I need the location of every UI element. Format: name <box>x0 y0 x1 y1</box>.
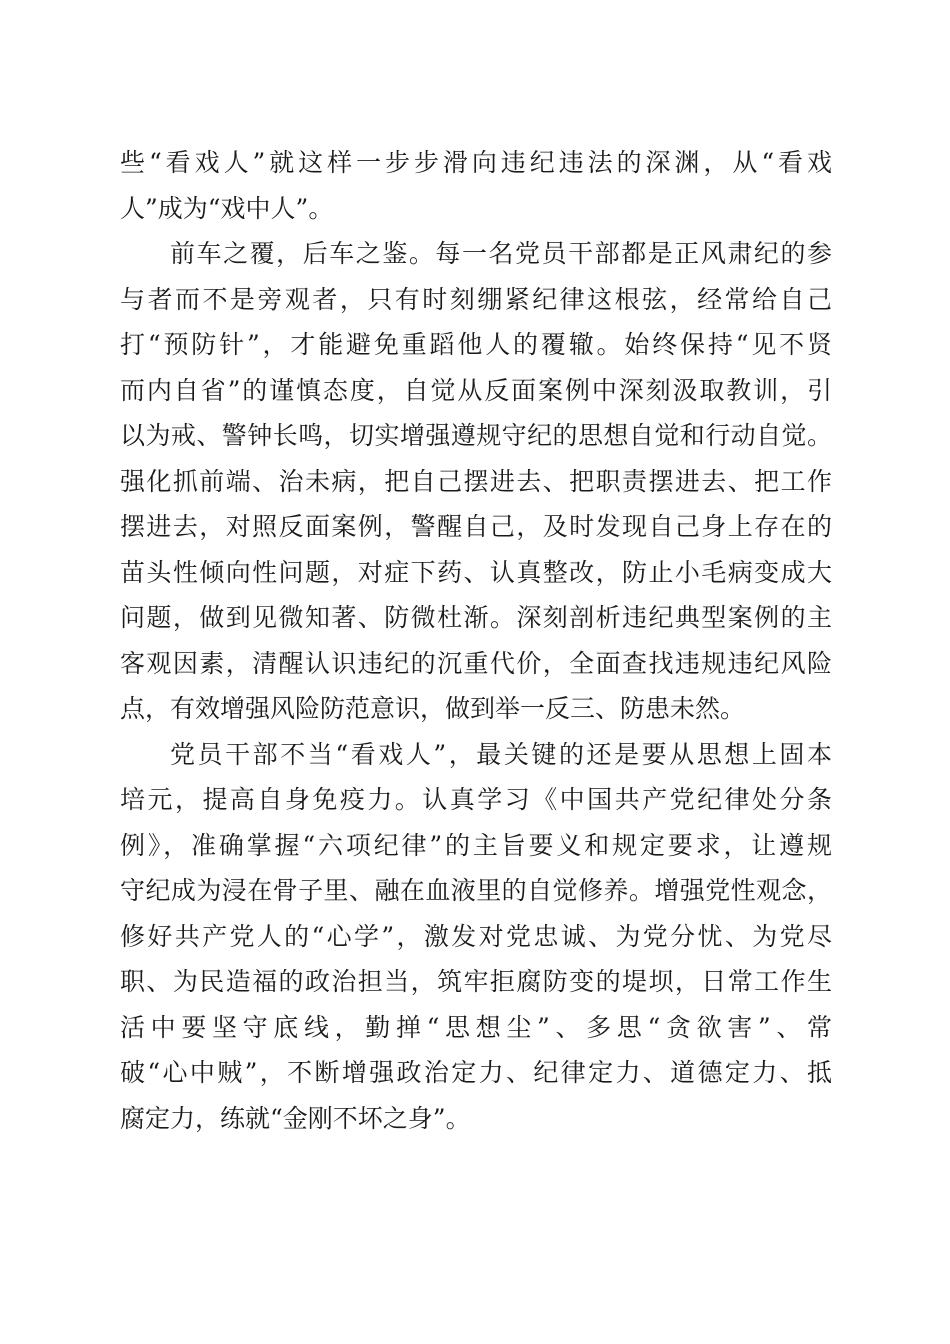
paragraph-3 <box>120 732 832 1142</box>
paragraph-2 <box>120 231 832 732</box>
text-line: 培元，提高自身免疫力。认真学习《中国共产党纪律处分条 <box>120 785 832 814</box>
text-line: 强化抓前端、治未病，把自己摆进去、把职责摆进去、把工作 <box>120 466 832 496</box>
text-line: 例》，准确掌握“六项纪律”的主旨要义和规定要求，让遵规 <box>120 830 832 860</box>
text-line: 而内自省”的谨慎态度，自觉从反面案例中深刻汲取教训，引 <box>120 375 832 405</box>
text-line: 以为戒、警钟长鸣，切实增强遵规守纪的思想自觉和行动自觉。 <box>120 421 832 450</box>
text-line: 破“心中贼”，不断增强政治定力、纪律定力、道德定力、抵 <box>120 1058 832 1087</box>
text-line: 前车之覆，后车之鉴。每一名党员干部都是正风肃纪的参 <box>170 239 832 268</box>
text-line: 腐定力，练就“金刚不坏之身”。 <box>120 1103 471 1133</box>
text-line: 与者而不是旁观者，只有时刻绷紧纪律这根弦，经常给自己 <box>120 284 832 314</box>
text-line: 党员干部不当“看戏人”，最关键的还是要从思想上固本 <box>170 739 832 769</box>
text-line: 职、为民造福的政治担当，筑牢拒腐防变的堤坝，日常工作生 <box>120 967 832 996</box>
text-line: 打“预防针”，才能避免重蹈他人的覆辙。始终保持“见不贤 <box>120 330 832 359</box>
text-line: 活中要坚守底线，勤掸“思想尘”、多思“贪欲害”、常 <box>120 1012 832 1042</box>
text-line: 摆进去，对照反面案例，警醒自己，及时发现自己身上存在的 <box>120 512 832 541</box>
text-line: 点，有效增强风险防范意识，做到举一反三、防患未然。 <box>120 694 746 723</box>
text-line: 修好共产党人的“心学”，激发对党忠诚、为党分忧、为党尽 <box>120 921 832 951</box>
document-body <box>120 140 832 1141</box>
text-line: 些“看戏人”就这样一步步滑向违纪违法的深渊，从“看戏 <box>120 148 832 177</box>
text-line: 客观因素，清醒认识违纪的沉重代价，全面查找违规违纪风险 <box>120 648 832 678</box>
text-line: 人”成为“戏中人”。 <box>120 193 334 223</box>
text-line: 苗头性倾向性问题，对症下药、认真整改，防止小毛病变成大 <box>120 557 832 587</box>
text-line: 问题，做到见微知著、防微杜渐。深刻剖析违纪典型案例的主 <box>120 603 832 632</box>
paragraph-1 <box>120 140 832 231</box>
text-line: 守纪成为浸在骨子里、融在血液里的自觉修养。增强党性观念， <box>120 876 832 905</box>
